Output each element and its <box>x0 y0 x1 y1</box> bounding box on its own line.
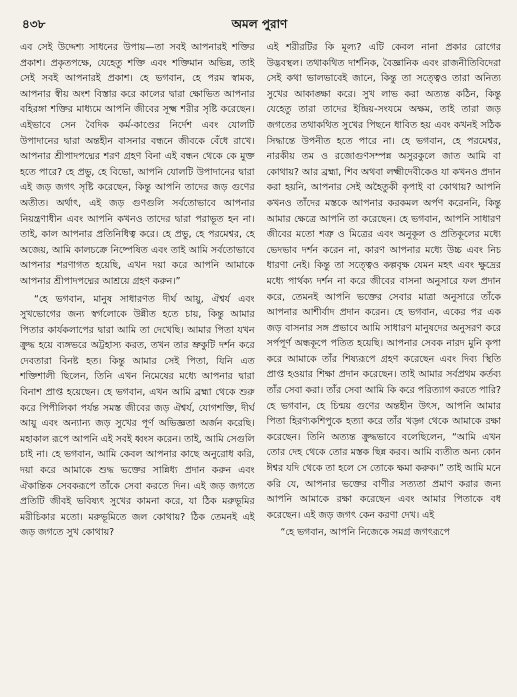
text-columns <box>20 40 501 689</box>
page-number: ৪৩৮ <box>22 17 46 31</box>
left-column <box>20 40 255 689</box>
paragraph: এই শরীরটির কি মূল্য? এটি কেবল নানা প্রকার রোগের উদ্ভবস্থল। তথাকথিত দার্শনিক, বৈজ্ঞানিক এবং রাজনীতিবিদেরা সেই কথা ভালভাবেই জানে, কিন্তু তা সত্ত্বেও তারা অনিত্য সুখের আকাঙ্ক্ষা করে। সুখ লাভ করা অত্যন্ত কঠিন, কিন্তু যেহেতু তারা তাদের ইন্দ্রিয়-সংযমে অক্ষম, তাই তারা জড় জগতের তথাকথিত সুখের পিছনে ধাবিত হয় এবং কখনই সঠিক সিদ্ধান্তে উপনীত হতে পারে না। হে ভগবান, হে পরমেশ্বর, নারকীয় তম ও রজোগুণসম্পন্ন অসুরকুলে জাত আমি বা কোথায়? আর ব্রহ্মা, শিব অথবা লক্ষ্মীদেবীকেও যা কখনও প্রদান করা হয়নি, আপনার সেই অহৈতুকী কৃপাই বা কোথায়? আপনি কখনও তাঁদের মস্তকে আপনার করকমল অর্পণ করেননি, কিন্তু আমার ক্ষেত্রে আপনি তা করেছেন। হে ভগবান, আপনি সাধারণ জীবের মতো শত্রু ও মিত্রের এবং অনুকূল ও প্রতিকূলের মধ্যে ভেদভাব দর্শন করেন না, কারণ আপনার মধ্যে উচ্চ এবং নিচ ধারণা নেই। কিন্তু তা সত্ত্বেও কল্পবৃক্ষ যেমন মহৎ এবং ক্ষুদ্রের মধ্যে পার্থক্য দর্শন না করে জীবের বাসনা অনুসারে ফল প্রদান করে, তেমনই আপনি ভক্তের সেবার মাত্রা অনুসারে তাঁকে আপনার আশীর্বাদ প্রদান করেন। হে ভগবান, একের পর এক জড় বাসনার সঙ্গ প্রভাবে আমি সাধারণ মানুষদের অনুসরণ করে সর্পপূর্ণ অন্ধকূপে পতিত হয়েছি। আপনার সেবক নারদ মুনি কৃপা করে আমাকে তাঁর শিষ্যরূপে গ্রহণ করেছেন এবং দিব্য স্থিতি প্রাপ্ত হওয়ার শিক্ষা প্রদান করেছেন। তাই আমার সর্বপ্রথম কর্তব্য তাঁর সেবা করা। তাঁর সেবা আমি কি করে পরিত্যাগ করতে পারি? হে ভগবান, হে চিন্ময় গুণের অন্তহীন উৎস, আপনি আমার পিতা হিরণ্যকশিপুকে হত্যা করে তাঁর খড়্গ থেকে আমাকে রক্ষা করেছেন। তিনি অত্যন্ত ক্রুদ্ধভাবে বলেছিলেন, “আমি এখন তোর দেহ থেকে তোর মস্তক ছিন্ন করব। আমি ব্যতীত অন্য কোন ঈশ্বর যদি থেকে তা হলে সে তোকে ক্ষমা করুক।” তাই আমি মনে করি যে, আপনার ভক্তের বাণীর সত্যতা প্রমাণ করার জন্য আপনি আমাকে রক্ষা করেছেন এবং আমার পিতাকে বধ করেছেন। এই জড় জগৎ কেন করণা দেখ। এই <box>266 42 501 521</box>
page-header <box>20 14 499 36</box>
paragraph: এব সেই উদ্দেশ্য সাধনের উপায়—তা সবই আপনারই শক্তির প্রকাশ। প্রকৃতপক্ষে, যেহেতু শক্তি এবং শক্তিমান অভিন্ন, তাই সেই সবই আপনারই প্রকাশ। হে ভগবান, হে পরম স্বামক, আপনার স্বীয় অংশ বিস্তার করে কালের দ্বারা ক্ষোভিত আপনার বহিরঙ্গা শক্তির মাধ্যমে আপনি জীবের সূক্ষ্ম শরীর সৃষ্টি করেছেন। এইভাবে সেন বৈদিক কর্ম-কাণ্ডের নির্দেশ এবং যোলটি উপাদানের দ্বারা অন্তহীন বাসনার বন্ধনে জীবকে বেঁধে রাখে। আপনার শ্রীপাদপদ্মের শরণ গ্রহণ বিনা এই বন্ধন থেকে কে মুক্ত হতে পারে? হে প্রভু, হে বিভো, আপনি যোলটি উপাদানের দ্বারা এই জড় জগৎ সৃষ্টি করেছেন, কিন্তু আপনি তাদের জড় গুণের অতীত। অর্থাৎ, এই জড় গুণগুলি সর্বতোভাবে আপনার নিয়ন্ত্রণাধীন এবং আপনি কখনও তাদের দ্বারা পরাভূত হন না। তাই, কাল আপনার প্রতিনিধিত্ব করে। হে প্রভু, হে পরমেশ্বর, হে অজেয়, আমি কালচক্রে নিষ্পেষিত এবং তাই আমি সর্বতোভাবে আপনার শরণাগত হয়েছি, এখন দয়া করে আপনি আমাকে আপনার শ্রীপাদপদ্মের আশ্রয়ে গ্রহণ করুন।” <box>20 42 255 287</box>
paragraph: “হে ভগবান, আপনি নিজেকে সমগ্র জগৎরূপে <box>280 527 450 539</box>
right-column <box>267 40 502 689</box>
running-title: অমল পুরাণ <box>231 17 288 31</box>
paragraph: “হে ভগবান, মানুষ সাধারণত দীর্ঘ আয়ু, ঐশ্বর্য এবং সুখভোগের জন্য স্বর্গলোকে উন্নীত হতে চায়, কিন্তু আমার পিতার কার্যকলাপের দ্বারা আমি তা দেখেছি। আমার পিতা যখন ক্রুদ্ধ হয়ে ব্যঙ্গভরে অট্টহাস্য করত, তখন তার ভ্রুকুটি দর্শন করে দেবতারা বিনষ্ট হত। কিন্তু আমার সেই পিতা, যিনি এত শক্তিশালী ছিলেন, তিনি এখন নিমেষের মধ্যে আপনার দ্বারা বিনাশ প্রাপ্ত হয়েছেন। হে ভগবান, এখন আমি ব্রহ্মা থেকে শুরু করে পিপীলিকা পর্যন্ত সমস্ত জীবের জড় ঐশ্বর্য, যোগশক্তি, দীর্ঘ আয়ু এবং অন্যান্য জড় সুখের পূর্ণ অভিজ্ঞতা অর্জন করেছি। মহাকাল রূপে আপনি এই সবই ধ্বংস করেন। তাই, আমি সেগুলি চাই না। হে ভগবান, আমি কেবল আপনার কাছে অনুরোধ করি, দয়া করে আমাকে শুদ্ধ ভক্তের সান্নিধ্য প্রদান করুন এবং ঐকান্তিক সেবকরূপে তাঁকে সেবা করতে দিন। এই জড় জগতে প্রতিটি জীবই ভবিষ্যৎ সুখের কামনা করে, যা ঠিক মরুভূমির মরীচিকার মতো। মরুভূমিতে জল কোথায়? ঠিক তেমনই এই জড় জগতে সুখ কোথায়? <box>20 293 255 539</box>
